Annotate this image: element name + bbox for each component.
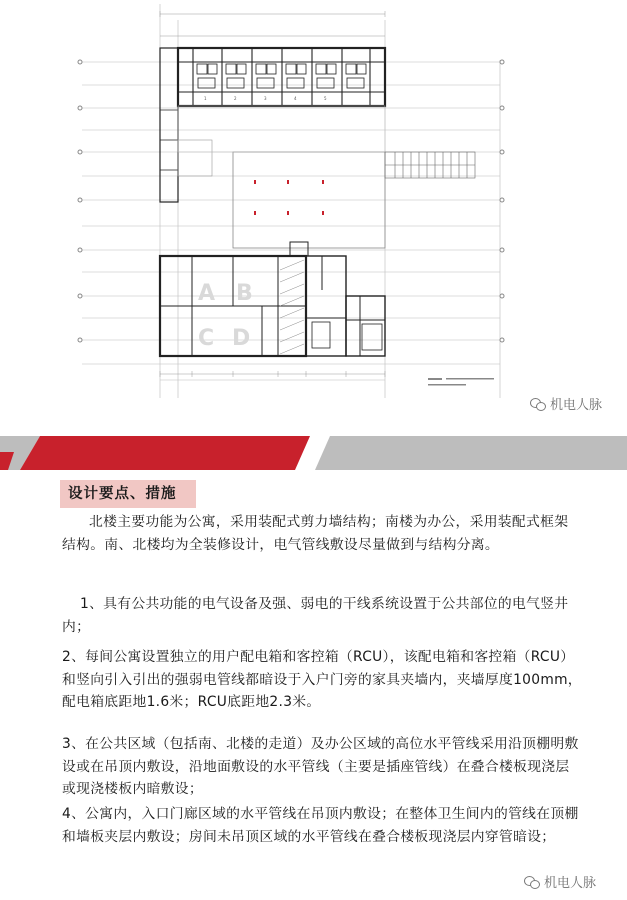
svg-text:C: C [198, 326, 215, 351]
room-label: 1 [204, 96, 207, 101]
paragraph-point-4: 4、公寓内，入口门廊区域的水平管线在吊顶内敷设；在整体卫生间内的管线在顶棚和墙板夹层内敷设；房间未吊顶区域的水平管线在叠合楼板现浇层内穿管暗设； [62, 806, 579, 845]
section-heading: 设计要点、措施 [60, 480, 196, 508]
paragraph-point-3: 3、在公共区域（包括南、北楼的走道）及办公区域的高位水平管线采用沿顶棚明敷设或在吊顶内敷设，沿地面敷设的水平管线（主要是插座管线）在叠合楼板现浇层或现浇楼板内暗敷设； [62, 736, 579, 798]
paragraph-point-1: 1、具有公共功能的电气设备及强、弱电的干线系统设置于公共部位的电气竖井内； [62, 596, 569, 635]
svg-text:A: A [198, 281, 216, 306]
room-label: 5 [324, 96, 327, 101]
watermark-text: 机电人脉 [544, 876, 597, 891]
floor-plan-drawing [0, 0, 627, 432]
room-label: 4 [294, 96, 297, 101]
floor-plan-svg [0, 0, 627, 432]
paragraph-intro: 北楼主要功能为公寓，采用装配式剪力墙结构；南楼为办公，采用装配式框架结构。南、北楼均为全装修设计，电气管线敷设尽量做到与结构分离。 [62, 514, 569, 553]
watermark [524, 872, 596, 891]
room-label: 3 [264, 96, 267, 101]
svg-text:D: D [232, 326, 251, 351]
room-label: 2 [234, 96, 237, 101]
decorative-banner [0, 436, 627, 470]
watermark [530, 394, 602, 413]
wechat-icon [524, 876, 540, 888]
wechat-icon [530, 398, 546, 410]
watermark-text: 机电人脉 [550, 398, 603, 413]
paragraph-point-2: 2、每间公寓设置独立的用户配电箱和客控箱（RCU），该配电箱和客控箱（RCU）和竖向引入引出的强弱电管线都暗设于入户门旁的家具夹墙内，夹墙厚度100mm，配电箱底距地1.6米；RCU底距地2.3米。 [62, 649, 582, 711]
svg-text:B: B [236, 281, 253, 306]
